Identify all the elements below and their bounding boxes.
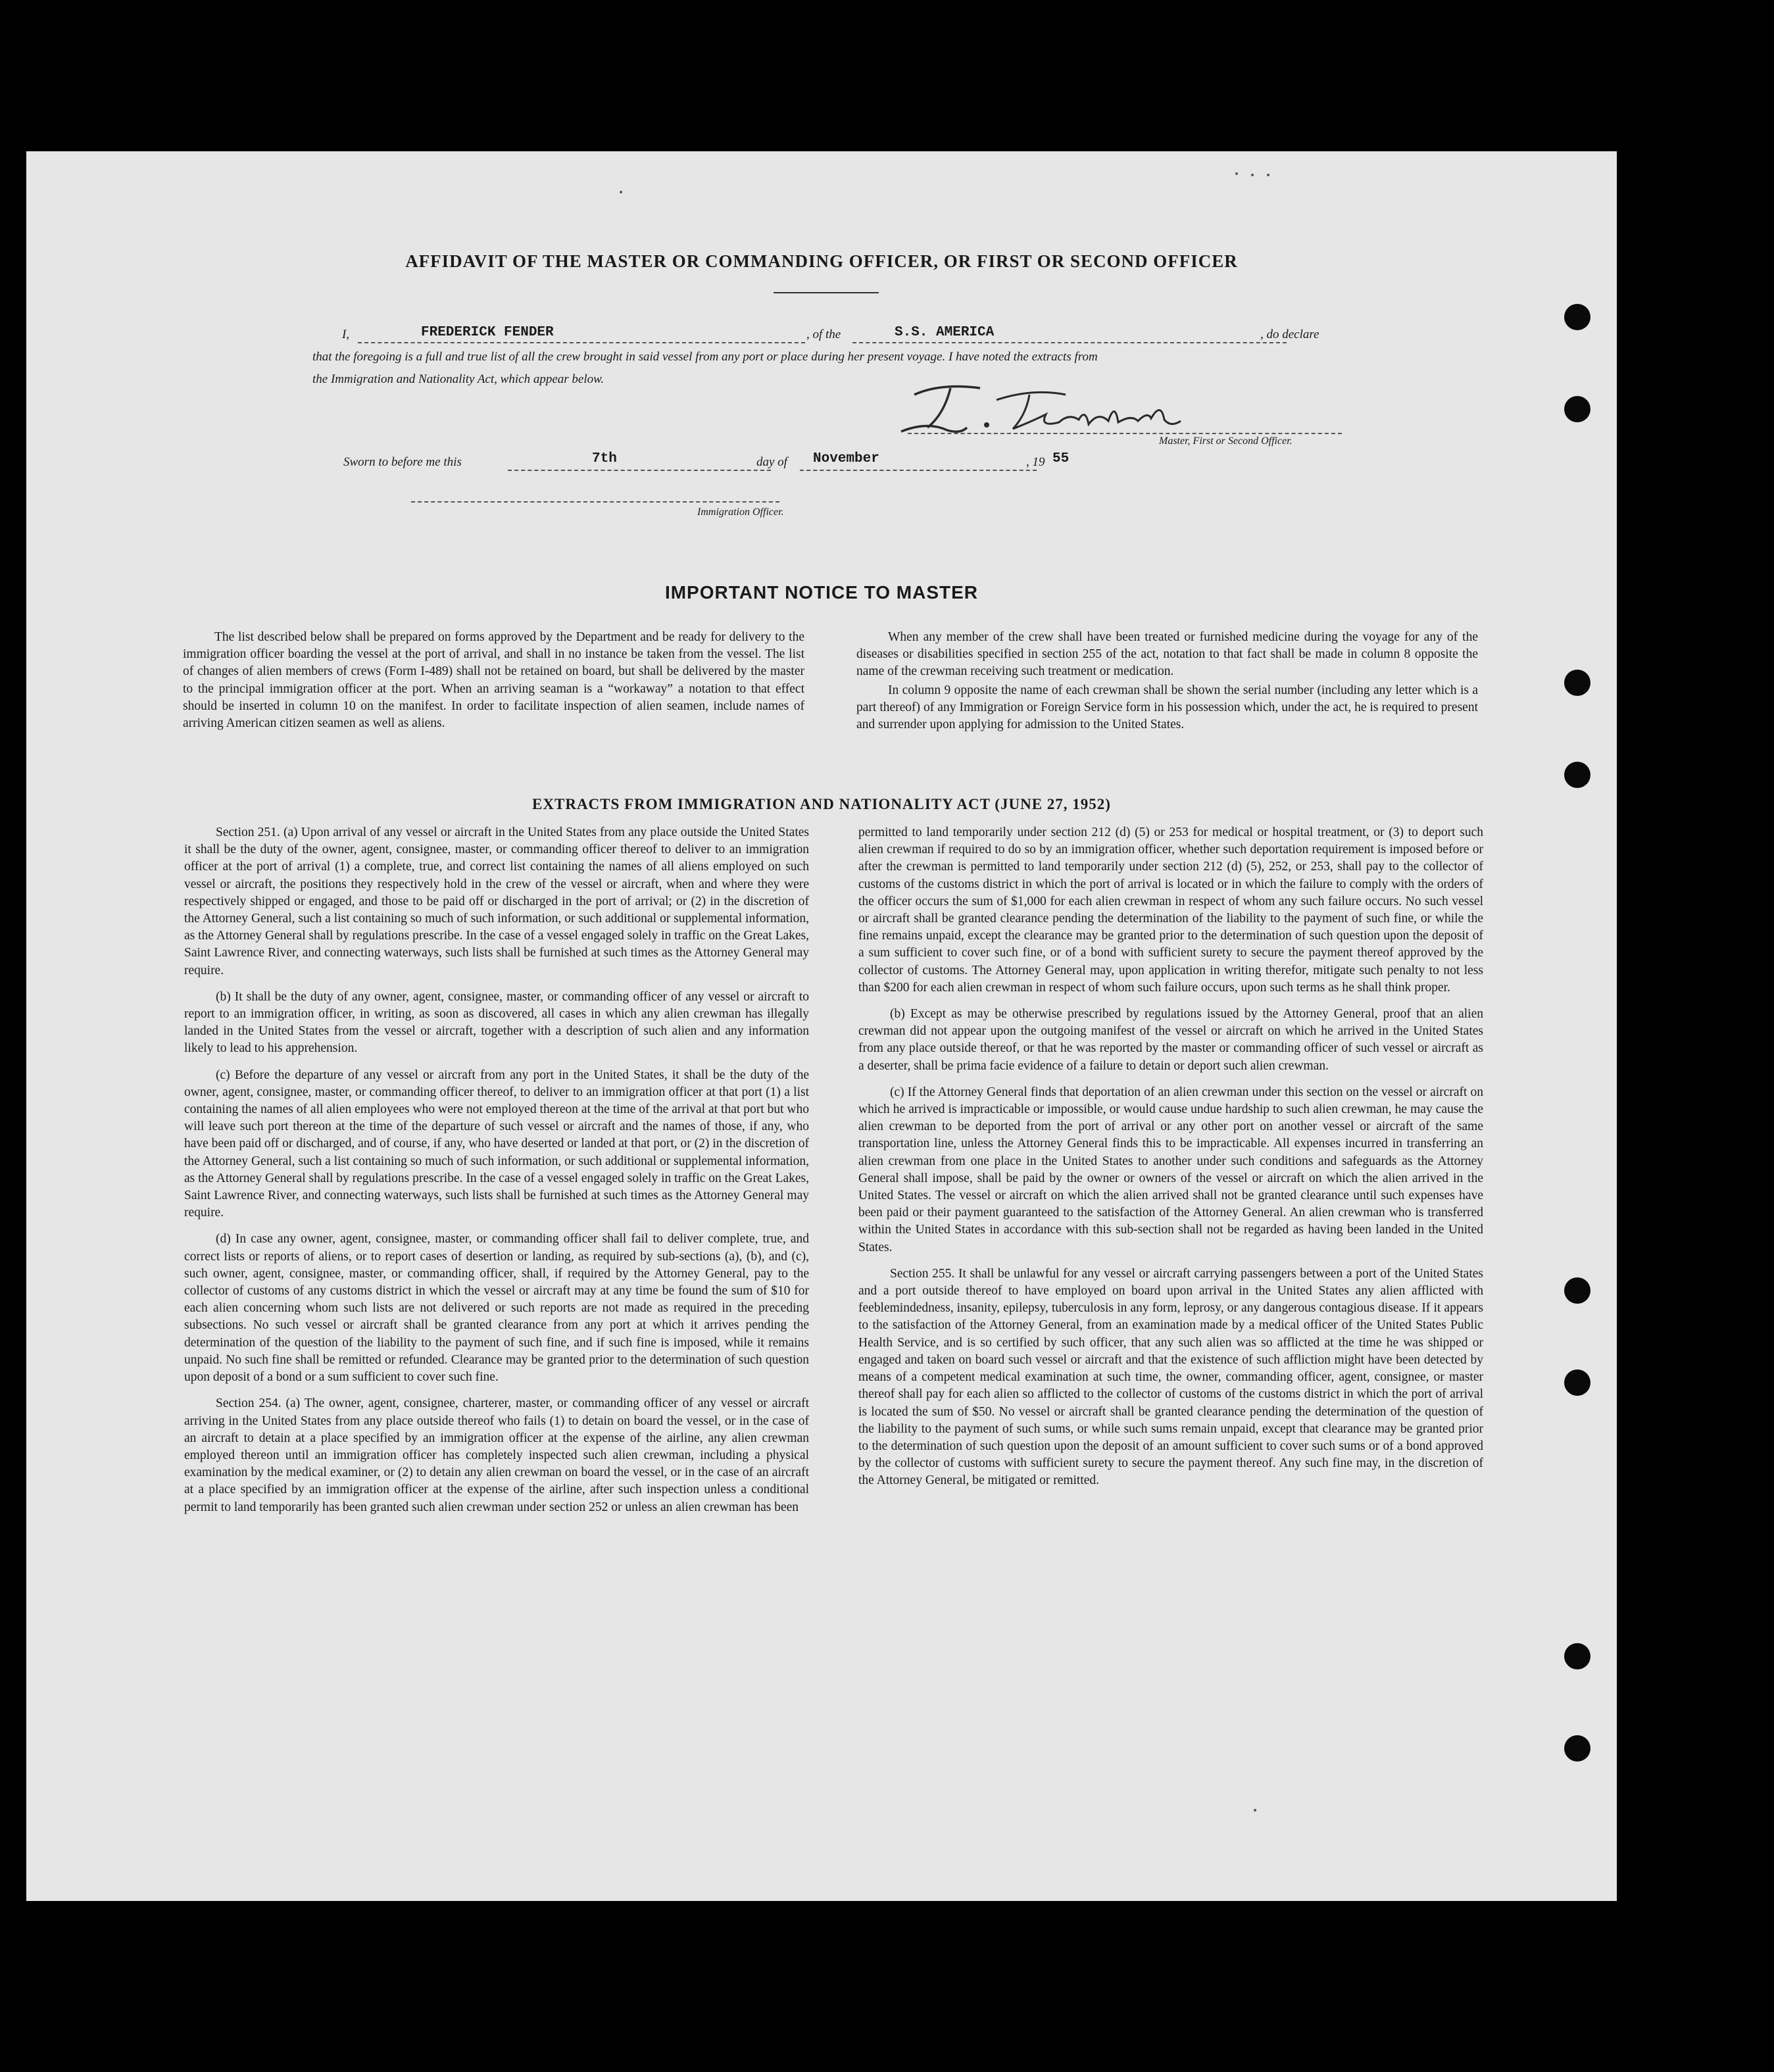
punch-hole (1564, 304, 1590, 330)
notice-right-paragraph-1: When any member of the crew shall have been treated or furnished medicine during the voyage for any of the diseases or disabilities specified in section 255 of the act, notation to that fact shall be made in column 8 opposite the name of the crewman receiving such treatment or medication. (856, 630, 1478, 679)
immigration-officer-label: Immigration Officer. (697, 506, 784, 518)
year-prefix: , 19 (1026, 455, 1045, 469)
name-line (358, 342, 805, 343)
extracts-left-column (184, 824, 809, 1525)
section-251-c: (c) Before the departure of any vessel or aircraft from any port in the United States, it shall be the duty of the owner, agent, consignee, master, or commanding officer thereof, to deliver to an immigration officer at that port (1) a list containing the names of all alien employees who were not employed thereon at the time of the arrival at that port but who will leave such port thereon at the time of the departure of such vessel or aircraft and the names of those, if any, who have been paid off or discharged, and of course, if any, who have deserted or landed at that port, or (2) in the discretion of the Attorney General, such a list containing so much of such information, or such additional or supplemental information, as the Attorney General shall by regulations prescribe. In the case of a vessel engaged solely in traffic on the Great Lakes, Saint Lawrence River, and connecting waterways, such lists shall be furnished at such times as the Attorney General may require. (184, 1068, 809, 1220)
i-label: I, (342, 328, 350, 341)
month-field: November (813, 451, 879, 466)
of-the-label: , of the (806, 328, 841, 341)
master-officer-label: Master, First or Second Officer. (1159, 435, 1293, 447)
day-field: 7th (592, 451, 617, 466)
do-declare-label: , do declare (1260, 328, 1319, 341)
vessel-name-field: S.S. AMERICA (895, 325, 995, 340)
immigration-officer-line (411, 501, 779, 503)
notice-left-paragraph: The list described below shall be prepared on forms approved by the Department and be ready for delivery to the immigration officer boarding the vessel at the port of arrival, and shall in no instance be taken from the vessel. The list of changes of alien members of crews (Form I-489) shall not be retained on board, but shall be delivered by the master to the principal immigration officer at the port. When an arriving seaman is a “workaway” a notation to that effect should be inserted in column 10 on the manifest. In order to facilitate inspection of alien seamen, include names of arriving American citizen seamen as well as aliens. (183, 630, 804, 731)
section-251-a: Section 251. (a) Upon arrival of any vessel or aircraft in the United States from any place outside the United States it shall be the duty of the owner, agent, consignee, master, or commanding officer thereof to deliver to an immigration officer at the port of arrival (1) a complete, true, and correct list containing the names of all aliens employed on such vessel or aircraft, the positions they respectively hold in the crew of the vessel or aircraft, when and where they were respectively shipped or engaged, and those to be paid off or discharged in the port of arrival; or (2) in the discretion of the Attorney General, such a list containing so much of such information, or such additional or supplemental information, as the Attorney General shall by regulations prescribe. In the case of a vessel engaged solely in traffic on the Great Lakes, Saint Lawrence River, and connecting waterways, such lists shall be furnished at such times as the Attorney General may require. (184, 826, 809, 977)
punch-hole (1564, 1369, 1590, 1396)
declaration-line: that the foregoing is a full and true list of all the crew brought in said vessel from any port or place during her present voyage. I have noted the extracts from (312, 350, 1098, 364)
year-field: 55 (1052, 451, 1070, 466)
notice-left-column (183, 629, 804, 741)
scan-speck (1235, 172, 1238, 175)
day-of-label: day of (756, 455, 787, 469)
scan-speck (620, 191, 622, 193)
punch-hole (1564, 1735, 1590, 1762)
punch-hole (1564, 396, 1590, 422)
section-251-b: (b) It shall be the duty of any owner, agent, consignee, master, or commanding officer of any vessel or aircraft to report to an immigration officer, in writing, as soon as discovered, all cases in which any alien crewman has illegally landed in the United States from the vessel or aircraft, together with a description of such alien and any information likely to lead to his apprehension. (184, 989, 809, 1056)
day-line (508, 470, 771, 471)
notice-right-column (856, 629, 1478, 743)
section-254-c: (c) If the Attorney General finds that deportation of an alien crewman under this section on the vessel or aircraft on which he arrived is impracticable or impossible, or would cause undue hardship to such alien crewman, he may cause the alien crewman to be deported from the port of arrival or any other port on another vessel or aircraft of the same transportation line, unless the Attorney General finds this to be impracticable. All expenses incurred in transferring an alien crewman from one place in the United States to another under such conditions and safeguards as the Attorney General shall impose, shall be paid by the owner or owners of the vessel or aircraft on which the alien arrived in the United States. The vessel or aircraft on which the alien arrived shall not be granted clearance until such expenses have been paid or their payment guaranteed to the satisfaction of the Attorney General. An alien crewman who is transferred within the United States in accordance with this sub-section shall not be regarded as having been landed in the United States. (858, 1085, 1483, 1254)
signature-line (908, 433, 1342, 434)
title-divider (774, 292, 879, 293)
scan-speck (1267, 174, 1269, 176)
master-name-field: FREDERICK FENDER (421, 325, 554, 340)
punch-hole (1564, 762, 1590, 788)
punch-hole (1564, 1643, 1590, 1669)
notice-right-paragraph-2: In column 9 opposite the name of each crewman shall be shown the serial number (including any letter which is a part thereof) of any Immigration or Foreign Service form in his possession which, under the act, he is required to present and surrender upon applying for admission to the United States. (856, 683, 1478, 732)
punch-hole (1564, 1277, 1590, 1304)
affidavit-title: AFFIDAVIT OF THE MASTER OR COMMANDING OFFICER, OR FIRST OR SECOND OFFICER (405, 251, 1238, 271)
extracts-right-column (858, 824, 1483, 1499)
declaration-line-end: the Immigration and Nationality Act, which appear below. (312, 372, 604, 386)
punch-hole (1564, 670, 1590, 696)
section-255: Section 255. It shall be unlawful for any vessel or aircraft carrying passengers between a port of the United States and a port outside thereof to have employed on board upon arrival in the United States any alien afflicted with feeblemindedness, insanity, epilepsy, tuberculosis in any form, leprosy, or any dangerous contagious disease. If it appears to the satisfaction of the Attorney General, from an examination made by a medical officer of the United States Public Health Service, and is so certified by such officer, that any such alien was so afflicted at the time he was shipped or engaged and taken on board such vessel or aircraft and that the existence of such affliction might have been detected by means of a competent medical examination at such time, the owner, commanding officer, agent, consignee, or master thereof shall pay for each alien so afflicted to the collector of customs of the customs district in which the port of arrival is located the sum of $50. No vessel or aircraft shall be granted clearance pending the determination of the question of the liability to the payment of such sums, or while such sums remain unpaid, except that clearance may be granted prior to the determination of such question upon the deposit of an amount sufficient to cover such sums or of a bond approved by the collector of customs with sufficient surety to secure the payment thereof. Any such fine may, in the discretion of the Attorney General, be mitigated or remitted. (858, 1266, 1483, 1488)
section-254-b: (b) Except as may be otherwise prescribed by regulations issued by the Attorney General, proof that an alien crewman did not appear upon the outgoing manifest of the vessel or aircraft on which he arrived in the United States from any place outside thereof, or that he was reported by the master or commanding officer of such vessel or aircraft as a deserter, shall be prima facie evidence of a failure to detain or deport such alien crewman. (858, 1007, 1483, 1073)
section-254-a-continued: permitted to land temporarily under section 212 (d) (5) or 253 for medical or hospital treatment, or (3) to deport such alien crewman if required to do so by an immigration officer, whether such deportation requirement is imposed before or after the crewman is permitted to land temporarily under section 212 (d) (5), 252, or 253, shall pay to the collector of customs of the customs district in which the port of arrival is located or in which the failure to comply with the orders of the officer occurs the sum of $1,000 for each alien crewman in respect of whom any such failure occurs. No such vessel or aircraft shall be granted clearance pending the determination of the liability to the payment of such fine, or while the fine remains unpaid, except the clearance may be granted prior to the determination of such question upon the deposit of a sum sufficient to cover such fine, or of a bond with sufficient surety to secure the payment thereof approved by the collector of customs. The Attorney General may, upon application in writing therefor, mitigate such penalty to not less than $200 for each alien crewman in respect of whom such failure occurs, upon such terms as he shall think proper. (858, 826, 1483, 995)
extracts-title: EXTRACTS FROM IMMIGRATION AND NATIONALITY ACT (JUNE 27, 1952) (532, 796, 1111, 812)
section-251-d: (d) In case any owner, agent, consignee, master, or commanding officer shall fail to deliver complete, true, and correct lists or reports of aliens, or to report cases of desertion or landing, as required by sub-sections (a), (b), and (c), such owner, agent, consignee, master, or commanding officer, shall, if required by the Attorney General, pay to the collector of customs of any customs district in which the vessel or aircraft may at any time be found the sum of $10 for each alien concerning whom such lists are not delivered or such reports are not made as required in the preceding subsections. No such vessel or aircraft shall be granted clearance from any port at which it arrives pending the determination of the question of the liability to the payment of such fine, and if such fine is imposed, while it remains unpaid. No such fine shall be remitted or refunded. Clearance may be granted prior to the determination of such question upon deposit of a bond or a sum sufficient to cover such fine. (184, 1232, 809, 1385)
notice-title: IMPORTANT NOTICE TO MASTER (664, 582, 979, 603)
section-254-a: Section 254. (a) The owner, agent, consignee, charterer, master, or commanding officer of any vessel or aircraft arriving in the United States from any place outside thereof who fails (1) to detain on board the vessel, or in the case of an aircraft to detain at a place specified by an immigration officer at the expense of the airline, any alien crewman employed thereon until an immigration officer has completely inspected such alien crewman, including a physical examination by the medical examiner, or (2) to detain any alien crewman on board the vessel, or in the case of an aircraft at a place specified by an immigration officer at the expense of the airline, after such inspection unless a conditional permit to land temporarily has been granted such alien crewman under section 252 or unless an alien crewman has been (184, 1396, 809, 1514)
scan-speck (1254, 1809, 1256, 1812)
master-signature (888, 375, 1204, 441)
sworn-label: Sworn to before me this (343, 455, 462, 469)
scan-speck (1251, 174, 1254, 176)
month-line (800, 470, 1037, 471)
vessel-line (852, 342, 1287, 343)
document-page (26, 151, 1617, 1901)
